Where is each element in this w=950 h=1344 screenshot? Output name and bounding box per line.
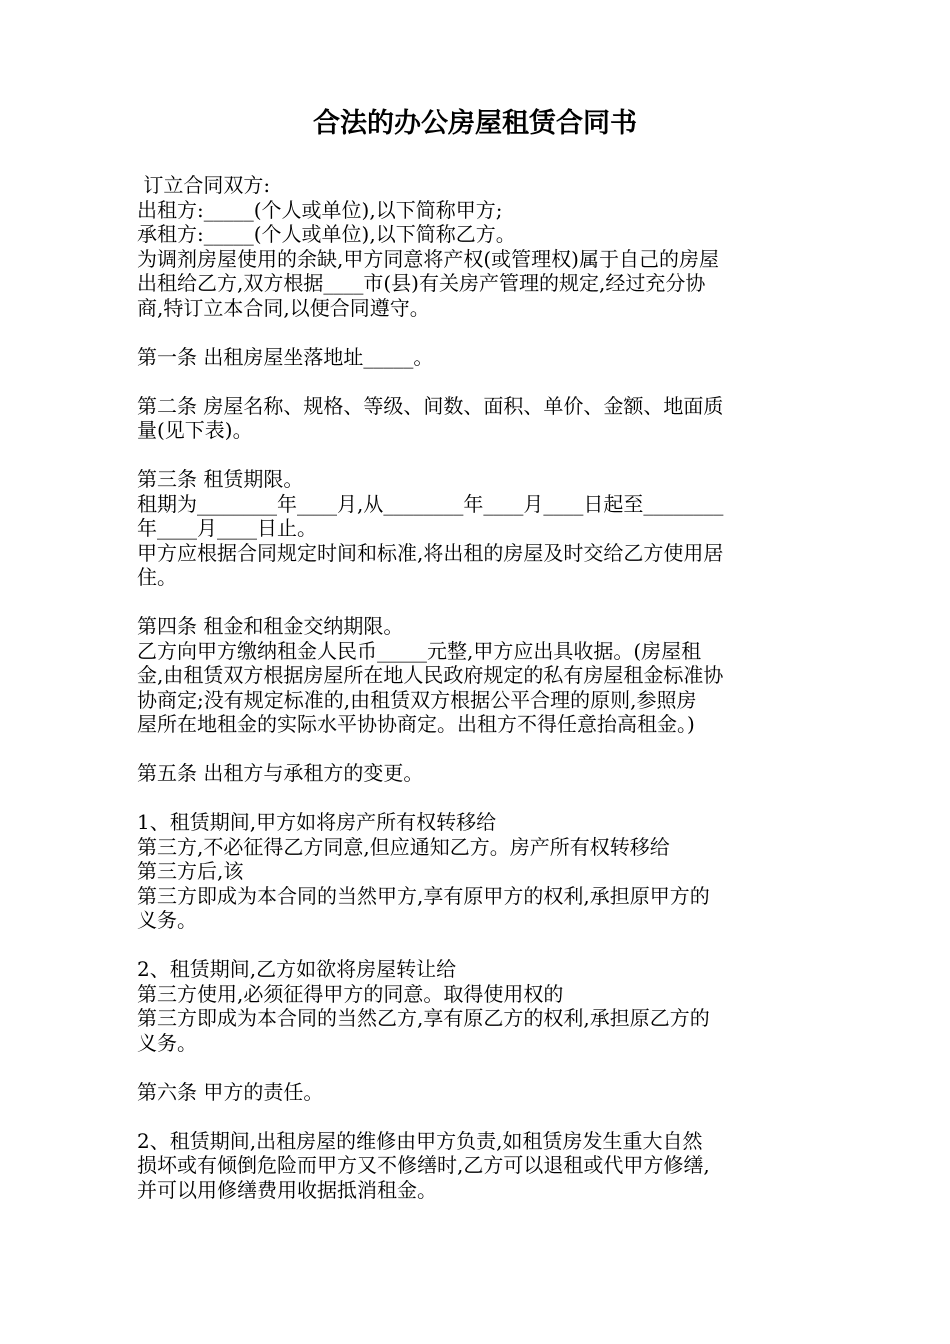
text-line: 1、租赁期间,甲方如将房产所有权转移给: [137, 810, 497, 834]
text-line: 2、租赁期间,乙方如欲将房屋转让给: [137, 957, 457, 981]
document-title: 合法的办公房屋租赁合同书: [313, 108, 637, 139]
text-line: 第一条 出租房屋坐落地址_____。: [137, 344, 434, 369]
text-line: 订立合同双方:: [137, 173, 271, 197]
text-line: 屋所在地租金的实际水平协协商定。出租方不得任意抬高租金。): [137, 712, 695, 736]
text-line: 租期为________年____月,从________年____月____日起至________: [137, 491, 724, 516]
text-line: 第六条 甲方的责任。: [137, 1079, 324, 1104]
paragraph-gap: [137, 786, 817, 811]
text-line: 义务。: [137, 1030, 197, 1055]
text-line: 出租给乙方,双方根据____市(县)有关房产管理的规定,经过充分协: [137, 271, 706, 295]
text-line: 第三方即成为本合同的当然乙方,享有原乙方的权利,承担原乙方的: [137, 1006, 710, 1030]
text-line: 住。: [137, 565, 177, 589]
paragraph-gap: [137, 369, 817, 394]
text-line: 乙方向甲方缴纳租金人民币_____元整,甲方应出具收据。(房屋租: [137, 638, 702, 663]
text-line: 年____月____日止。: [137, 516, 317, 540]
document-body: [137, 173, 817, 1202]
text-line: 第四条 租金和租金交纳期限。: [137, 614, 404, 638]
paragraph-gap: [137, 443, 817, 468]
paragraph-gap: [137, 737, 817, 762]
paragraph-gap: [137, 590, 817, 615]
paragraph-gap: [137, 1055, 817, 1080]
paragraph-gap: [137, 933, 817, 958]
text-line: 第三方即成为本合同的当然甲方,享有原甲方的权利,承担原甲方的: [137, 883, 710, 908]
text-line: 第三方使用,必须征得甲方的同意。取得使用权的: [137, 981, 564, 1006]
text-line: 义务。: [137, 908, 197, 932]
text-line: 第二条 房屋名称、规格、等级、间数、面积、单价、金额、地面质: [137, 393, 724, 418]
text-line: 承租方:_____(个人或单位),以下简称乙方。: [137, 222, 516, 246]
paragraph-gap: [137, 320, 817, 345]
text-line: 甲方应根据合同规定时间和标准,将出租的房屋及时交给乙方使用居: [137, 540, 724, 565]
text-line: 并可以用修缮费用收据抵消租金。: [137, 1177, 437, 1202]
text-line: 第五条 出租方与承租方的变更。: [137, 761, 424, 785]
text-line: 损坏或有倾倒危险而甲方又不修缮时,乙方可以退租或代甲方修缮,: [137, 1153, 710, 1177]
paragraph-gap: [137, 1104, 817, 1129]
text-line: 为调剂房屋使用的余缺,甲方同意将产权(或管理权)属于自己的房屋: [137, 246, 719, 271]
text-line: 第三条 租赁期限。: [137, 467, 304, 491]
text-line: 协商定;没有规定标准的,由租赁双方根据公平合理的原则,参照房: [137, 687, 697, 712]
text-line: 第三方后,该: [137, 859, 244, 883]
text-line: 第三方,不必征得乙方同意,但应通知乙方。房产所有权转移给: [137, 834, 670, 859]
text-line: 商,特订立本合同,以便合同遵守。: [137, 295, 430, 320]
text-line: 量(见下表)。: [137, 418, 253, 442]
text-line: 出租方:_____(个人或单位),以下简称甲方;: [137, 197, 503, 222]
text-line: 金,由租赁双方根据房屋所在地人民政府规定的私有房屋租金标准协: [137, 663, 724, 687]
text-line: 2、租赁期间,出租房屋的维修由甲方负责,如租赁房发生重大自然: [137, 1128, 703, 1153]
